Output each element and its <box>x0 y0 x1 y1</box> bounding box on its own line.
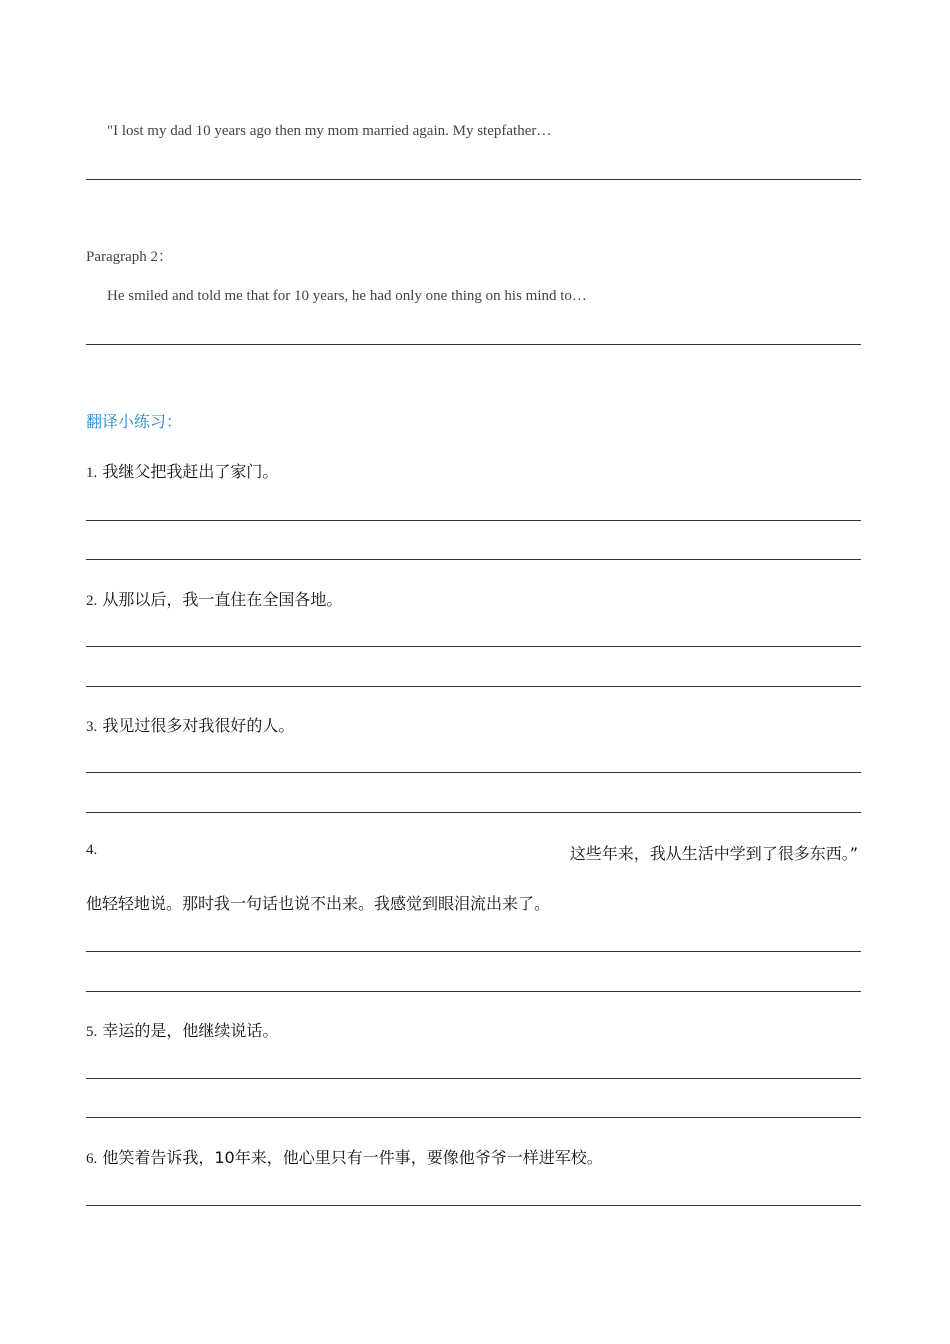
answer-line[interactable] <box>86 344 861 345</box>
translation-item-6 <box>86 1145 603 1168</box>
answer-line[interactable] <box>86 1078 861 1079</box>
item-number: 3. <box>86 719 98 735</box>
item-number: 1. <box>86 465 98 481</box>
answer-line[interactable] <box>86 179 861 180</box>
answer-line[interactable] <box>86 1205 861 1206</box>
item-text: 我见过很多对我很好的人。 <box>102 716 295 735</box>
item-text-continued: 他轻轻地说。那时我一句话也说不出来。我感觉到眼泪流出来了。 <box>86 894 551 913</box>
translation-heading: 翻译小练习： <box>86 412 183 431</box>
item-text: 这些年来，我从生活中学到了很多东西。” <box>569 844 858 863</box>
paragraph2-label: Paragraph 2： <box>86 249 174 265</box>
answer-line[interactable] <box>86 1117 861 1118</box>
item-number: 4. <box>86 842 98 858</box>
translation-item-3 <box>86 713 294 736</box>
paragraph2-prompt: He smiled and told me that for 10 years, he had only one thing on his mind to… <box>107 288 587 304</box>
answer-line[interactable] <box>86 646 861 647</box>
item-text: 我继父把我赶出了家门。 <box>102 462 279 481</box>
item-number: 6. <box>86 1151 98 1167</box>
item-text: 幸运的是，他继续说话。 <box>102 1021 279 1040</box>
item-number: 2. <box>86 593 98 609</box>
paragraph1-prompt: "I lost my dad 10 years ago then my mom married again. My stepfather… <box>107 123 552 139</box>
item-text: 从那以后，我一直住在全国各地。 <box>102 590 343 609</box>
item-number: 5. <box>86 1024 98 1040</box>
answer-line[interactable] <box>86 686 861 687</box>
translation-item-1 <box>86 459 278 482</box>
answer-line[interactable] <box>86 520 861 521</box>
answer-line[interactable] <box>86 559 861 560</box>
answer-line[interactable] <box>86 951 861 952</box>
answer-line[interactable] <box>86 772 861 773</box>
translation-item-2 <box>86 587 342 610</box>
answer-line[interactable] <box>86 991 861 992</box>
item-text: 他笑着告诉我，10年来，他心里只有一件事，要像他爷爷一样进军校。 <box>102 1148 603 1167</box>
translation-item-5 <box>86 1018 278 1041</box>
answer-line[interactable] <box>86 812 861 813</box>
